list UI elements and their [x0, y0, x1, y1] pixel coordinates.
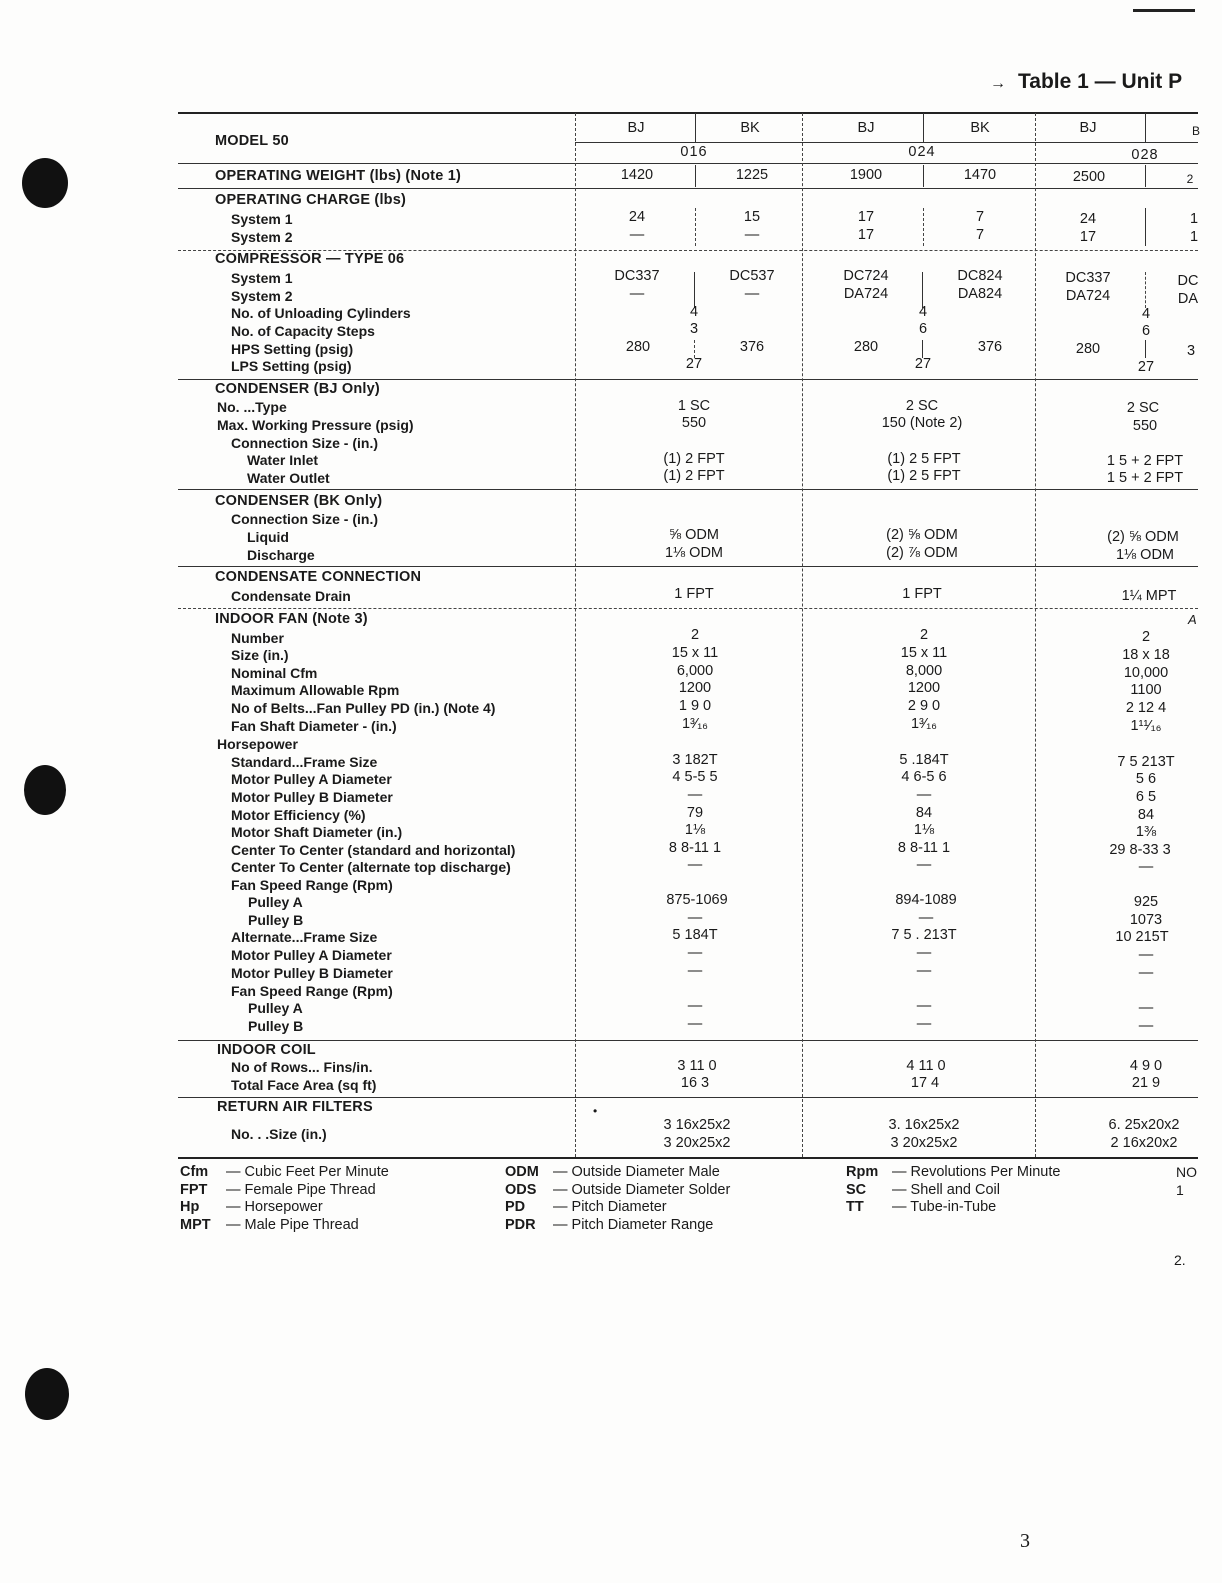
- belts-016: 1 9 0: [678, 698, 712, 714]
- std-frame-016: 3 182T: [672, 752, 718, 768]
- pulley-a-016: 875-1069: [666, 892, 728, 908]
- unloading-024: 4: [918, 304, 928, 320]
- water-out-024: (1) 2 5 FPT: [887, 468, 961, 484]
- water-in-016: (1) 2 FPT: [663, 451, 725, 467]
- efficiency-024: 84: [915, 805, 933, 821]
- belts-024: 2 9 0: [907, 698, 941, 714]
- legend-item: FPT — Female Pipe Thread: [180, 1182, 376, 1198]
- size-024: 15 x 11: [900, 645, 948, 661]
- efficiency-028: 84: [1137, 807, 1155, 823]
- std-frame-label: Standard...Frame Size: [231, 754, 378, 770]
- no-size-label: No. . .Size (in.): [231, 1126, 327, 1142]
- comp-s1-016-bj: DC337: [614, 268, 660, 284]
- water-in-024: (1) 2 5 FPT: [887, 451, 961, 467]
- pulley-b-label: Pulley B: [248, 912, 304, 928]
- comp-divider-024: [922, 272, 923, 308]
- ctc-alt-028: —: [1138, 859, 1154, 875]
- charge-s2-024-bj: 17: [857, 227, 875, 243]
- alt-frame-024: 7 5 . 213T: [891, 927, 957, 943]
- unloading-028: 4: [1141, 306, 1151, 322]
- shaft-016: 1³⁄₁₆: [681, 716, 709, 732]
- no-type-label: No. ...Type: [217, 399, 287, 415]
- hps-label: HPS Setting (psig): [231, 341, 354, 357]
- cfm-024: 8,000: [905, 663, 943, 679]
- alt-pulley-b-dia-024: —: [916, 963, 932, 979]
- filters-heading: RETURN AIR FILTERS: [217, 1099, 373, 1115]
- comp-divider-028: [1145, 272, 1146, 308]
- lps-024: 27: [914, 356, 932, 372]
- charge-s1-028-bj: 24: [1079, 211, 1097, 227]
- comp-divider-016: [694, 272, 695, 308]
- legend-item: TT — Tube-in-Tube: [846, 1199, 997, 1215]
- liquid-024: (2) ⅝ ODM: [886, 527, 958, 543]
- no-type-028: 2 SC: [1126, 400, 1160, 416]
- charge-divider-016: [695, 208, 696, 246]
- max-rpm-016: 1200: [678, 680, 712, 696]
- comp-s1-028-bj: DC337: [1065, 270, 1111, 286]
- rows-fins-016: 3 11 0: [677, 1058, 717, 1074]
- pulley-a-dia-024: 4 6-5 6: [901, 769, 947, 785]
- charge-s2-024-bk: 7: [975, 227, 985, 243]
- comp-system1-label: System 1: [231, 270, 293, 286]
- scan-mark: •: [593, 1104, 598, 1118]
- shaft-028: 1¹¹⁄₁₆: [1130, 718, 1162, 734]
- filters1-024: 3. 16x25x2: [888, 1117, 960, 1133]
- col-divider-024: [1035, 113, 1036, 1157]
- filters1-028: 6. 25x20x2: [1108, 1117, 1180, 1133]
- unloading-label: No. of Unloading Cylinders: [231, 305, 411, 321]
- number-028: 2: [1141, 629, 1151, 645]
- pulley-a-024: 894-1089: [895, 892, 957, 908]
- rule-condensate: [178, 608, 1198, 609]
- comp-s1-024-bj: DC724: [843, 268, 889, 284]
- speed-range-label: Fan Speed Range (Rpm): [231, 877, 393, 893]
- note-2: 2.: [1174, 1252, 1186, 1268]
- no-type-016: 1 SC: [677, 398, 711, 414]
- weight-024-bk: 1470: [963, 167, 997, 183]
- alt-pulley-a-028: —: [1138, 1000, 1154, 1016]
- rule-compressor: [178, 379, 1198, 380]
- col-016-bk: BK: [740, 120, 760, 136]
- pulley-b-016: —: [687, 910, 703, 926]
- weight-028-bk: 2: [1186, 172, 1194, 186]
- water-outlet-label: Water Outlet: [247, 470, 330, 486]
- ctc-std-016: 8 8-11 1: [668, 840, 722, 856]
- capacity-028: 6: [1141, 323, 1151, 339]
- cfm-028: 10,000: [1123, 665, 1169, 681]
- pulley-b-028: 1073: [1129, 912, 1163, 928]
- charge-divider-024: [923, 208, 924, 246]
- capacity-016: 3: [689, 321, 699, 337]
- weight-divider-016: [695, 165, 696, 187]
- conn-size-label: Connection Size - (in.): [231, 435, 378, 451]
- hps-024-bj: 280: [853, 339, 879, 355]
- rule-weight: [178, 188, 1198, 189]
- condensate-heading: CONDENSATE CONNECTION: [215, 569, 422, 585]
- cfm-016: 6,000: [676, 663, 714, 679]
- weight-label: OPERATING WEIGHT (lbs) (Note 1): [215, 168, 461, 184]
- comp-s1-016-bk: DC537: [729, 268, 775, 284]
- table-title-text: Table 1 — Unit P: [1018, 70, 1183, 93]
- charge-s2-028-bk: 1: [1189, 229, 1199, 245]
- size-016: 15 x 11: [671, 645, 719, 661]
- hps-divider-028: [1145, 340, 1146, 358]
- model-label: MODEL 50: [215, 133, 289, 149]
- max-wp-label: Max. Working Pressure (psig): [217, 417, 414, 433]
- charge-s2-016-bj: —: [629, 227, 645, 243]
- note-1: 1: [1176, 1182, 1184, 1198]
- shaft-label: Fan Shaft Diameter - (in.): [231, 718, 397, 734]
- rule-cond-bj: [178, 489, 1198, 490]
- alt-frame-016: 5 184T: [672, 927, 718, 943]
- max-wp-028: 550: [1132, 418, 1158, 434]
- top-rule: [1133, 9, 1195, 12]
- alt-pulley-a-dia-024: —: [916, 945, 932, 961]
- rows-fins-label: No of Rows... Fins/in.: [231, 1059, 373, 1075]
- discharge-016: 1⅛ ODM: [664, 545, 724, 561]
- alt-pulley-a-016: —: [687, 998, 703, 1014]
- max-wp-024: 150 (Note 2): [881, 415, 963, 431]
- hps-028-bk: 3: [1186, 343, 1196, 359]
- col-divider-024-bj: [923, 113, 924, 143]
- col-028-bj: BJ: [1079, 120, 1097, 136]
- punch-hole-bottom: [25, 1368, 69, 1420]
- pulley-a-dia-028: 5 6: [1135, 771, 1157, 787]
- col-divider-label: [575, 113, 576, 1157]
- lps-028: 27: [1137, 359, 1155, 375]
- hps-024-bk: 376: [977, 339, 1003, 355]
- size-016: 016: [680, 144, 708, 160]
- alt-pulley-a-dia-label: Motor Pulley A Diameter: [231, 947, 392, 963]
- discharge-024: (2) ⅞ ODM: [886, 545, 958, 561]
- alt-pulley-a-dia-016: —: [687, 945, 703, 961]
- col-024-bk: BK: [970, 120, 990, 136]
- charge-heading: OPERATING CHARGE (lbs): [215, 192, 407, 208]
- motor-shaft-028: 1⅜: [1135, 824, 1157, 840]
- belts-028: 2 12 4: [1125, 700, 1167, 716]
- filters2-028: 2 16x20x2: [1110, 1135, 1178, 1151]
- legend-item: Rpm — Revolutions Per Minute: [846, 1164, 1061, 1180]
- alt-pulley-b-dia-028: —: [1138, 965, 1154, 981]
- pulley-b-dia-label: Motor Pulley B Diameter: [231, 789, 393, 805]
- efficiency-016: 79: [686, 805, 704, 821]
- weight-divider-028: [1145, 165, 1146, 187]
- stray-mark: A: [1188, 612, 1197, 627]
- ctc-std-label: Center To Center (standard and horizontal): [231, 842, 516, 858]
- filters1-016: 3 16x25x2: [663, 1117, 731, 1133]
- drain-028: 1¼ MPT: [1121, 588, 1177, 604]
- face-area-016: 16 3: [680, 1075, 710, 1091]
- table-title: [990, 70, 1182, 94]
- number-016: 2: [690, 627, 700, 643]
- rule-model: [178, 163, 1198, 164]
- water-out-028: 1 5 + 2 FPT: [1106, 470, 1184, 486]
- cond-bj-heading: CONDENSER (BJ Only): [215, 381, 380, 397]
- legend-item: MPT — Male Pipe Thread: [180, 1217, 359, 1233]
- arrow-icon: →: [990, 75, 1006, 92]
- legend-item: Hp — Horsepower: [180, 1199, 323, 1215]
- compressor-heading: COMPRESSOR — TYPE 06: [215, 251, 405, 267]
- liquid-028: (2) ⅝ ODM: [1107, 529, 1179, 545]
- legend-item: PD — Pitch Diameter: [505, 1199, 667, 1215]
- size-label: Size (in.): [231, 647, 289, 663]
- alt-pulley-b-dia-label: Motor Pulley B Diameter: [231, 965, 393, 981]
- alt-pulley-a-024: —: [916, 998, 932, 1014]
- std-frame-024: 5 .184T: [899, 752, 949, 768]
- face-area-028: 21 9: [1131, 1075, 1161, 1091]
- legend-item: PDR — Pitch Diameter Range: [505, 1217, 714, 1233]
- liquid-016: ⅝ ODM: [669, 527, 719, 543]
- pulley-a-dia-label: Motor Pulley A Diameter: [231, 771, 392, 787]
- alt-pulley-b-024: —: [916, 1016, 932, 1032]
- cfm-label: Nominal Cfm: [231, 665, 318, 681]
- capacity-label: No. of Capacity Steps: [231, 323, 375, 339]
- col-divider-028-bj: [1145, 113, 1146, 143]
- drain-024: 1 FPT: [902, 586, 942, 602]
- col-divider-016-bj: [695, 113, 696, 143]
- discharge-label: Discharge: [247, 547, 315, 563]
- alt-pulley-b-dia-016: —: [687, 963, 703, 979]
- water-out-016: (1) 2 FPT: [663, 468, 725, 484]
- bk-conn-size-label: Connection Size - (in.): [231, 511, 378, 527]
- pulley-a-dia-016: 4 5-5 5: [672, 769, 718, 785]
- col-024-bj: BJ: [857, 120, 875, 136]
- comp-s1-024-bk: DC824: [957, 268, 1003, 284]
- weight-024-bj: 1900: [849, 167, 883, 183]
- comp-s2-028-bk: DA: [1177, 291, 1199, 307]
- punch-hole-top: [22, 158, 68, 208]
- no-type-024: 2 SC: [905, 398, 939, 414]
- rule-top: [178, 112, 1198, 114]
- comp-s1-028-bk: DC: [1177, 273, 1199, 289]
- col-divider-016: [802, 113, 803, 1157]
- size-028: 18 x 18: [1122, 647, 1170, 663]
- water-inlet-label: Water Inlet: [247, 452, 319, 468]
- alt-pulley-b-016: —: [687, 1016, 703, 1032]
- legend-item: ODM — Outside Diameter Male: [505, 1164, 720, 1180]
- belts-label: No of Belts...Fan Pulley PD (in.) (Note 4): [231, 700, 496, 716]
- ctc-alt-label: Center To Center (alternate top discharge): [231, 859, 511, 875]
- motor-shaft-label: Motor Shaft Diameter (in.): [231, 824, 403, 840]
- charge-s1-024-bj: 17: [857, 209, 875, 225]
- rule-coil: [178, 1097, 1198, 1098]
- charge-s1-016-bk: 15: [743, 209, 761, 225]
- hps-016-bj: 280: [625, 339, 651, 355]
- rule-fan: [178, 1040, 1198, 1041]
- liquid-label: Liquid: [247, 529, 289, 545]
- notes-heading: NO: [1176, 1164, 1197, 1180]
- alt-pulley-a-label: Pulley A: [248, 1000, 303, 1016]
- number-024: 2: [919, 627, 929, 643]
- rule-cond-bk: [178, 566, 1198, 567]
- fan-heading: INDOOR FAN (Note 3): [215, 611, 368, 627]
- charge-system2-label: System 2: [231, 229, 293, 245]
- weight-divider-024: [923, 165, 924, 187]
- filters2-024: 3 20x25x2: [890, 1135, 958, 1151]
- weight-028-bj: 2500: [1072, 169, 1106, 185]
- charge-s1-024-bk: 7: [975, 209, 985, 225]
- rule-columns: [575, 142, 1198, 143]
- discharge-028: 1⅛ ODM: [1115, 547, 1175, 563]
- alt-pulley-a-dia-028: —: [1138, 947, 1154, 963]
- legend-item: Cfm — Cubic Feet Per Minute: [180, 1164, 389, 1180]
- water-in-028: 1 5 + 2 FPT: [1106, 453, 1184, 469]
- col-028-bk: B: [1191, 124, 1201, 138]
- max-wp-016: 550: [681, 415, 707, 431]
- ctc-alt-016: —: [687, 857, 703, 873]
- pulley-a-028: 925: [1133, 894, 1159, 910]
- motor-shaft-016: 1⅛: [684, 822, 706, 838]
- pulley-b-dia-016: —: [687, 787, 703, 803]
- max-rpm-024: 1200: [907, 680, 941, 696]
- comp-s2-028-bj: DA724: [1065, 288, 1111, 304]
- std-frame-028: 7 5 213T: [1117, 754, 1175, 770]
- motor-shaft-024: 1⅛: [913, 822, 935, 838]
- size-024: 024: [908, 144, 936, 160]
- ctc-std-028: 29 8-33 3: [1109, 842, 1171, 858]
- efficiency-label: Motor Efficiency (%): [231, 807, 366, 823]
- hps-016-bk: 376: [739, 339, 765, 355]
- rule-bottom: [178, 1157, 1198, 1159]
- face-area-label: Total Face Area (sq ft): [231, 1077, 377, 1093]
- pulley-b-024: —: [918, 910, 934, 926]
- pulley-b-dia-028: 6 5: [1135, 789, 1157, 805]
- col-016-bj: BJ: [627, 120, 645, 136]
- charge-divider-028: [1145, 208, 1146, 246]
- alt-speed-range-label: Fan Speed Range (Rpm): [231, 983, 393, 999]
- comp-system2-label: System 2: [231, 288, 293, 304]
- hps-028-bj: 280: [1075, 341, 1101, 357]
- charge-s2-016-bk: —: [744, 227, 760, 243]
- filters2-016: 3 20x25x2: [663, 1135, 731, 1151]
- weight-016-bk: 1225: [735, 167, 769, 183]
- punch-hole-middle: [24, 765, 66, 815]
- legend-item: ODS — Outside Diameter Solder: [505, 1182, 731, 1198]
- lps-016: 27: [685, 356, 703, 372]
- alt-pulley-b-028: —: [1138, 1018, 1154, 1034]
- comp-s2-016-bk: —: [744, 286, 760, 302]
- comp-s2-024-bk: DA824: [957, 286, 1003, 302]
- coil-heading: INDOOR COIL: [217, 1042, 316, 1058]
- hp-label: Horsepower: [217, 736, 298, 752]
- pulley-b-dia-024: —: [916, 787, 932, 803]
- number-label: Number: [231, 630, 284, 646]
- drain-016: 1 FPT: [674, 586, 714, 602]
- weight-016-bj: 1420: [620, 167, 654, 183]
- rows-fins-028: 4 9 0: [1129, 1058, 1163, 1074]
- lps-label: LPS Setting (psig): [231, 358, 352, 374]
- alt-frame-028: 10 215T: [1115, 929, 1169, 945]
- legend-item: SC — Shell and Coil: [846, 1182, 1000, 1198]
- alt-pulley-b-label: Pulley B: [248, 1018, 304, 1034]
- shaft-024: 1³⁄₁₆: [910, 716, 938, 732]
- size-028: 028: [1131, 147, 1159, 163]
- pulley-a-label: Pulley A: [248, 894, 303, 910]
- charge-s1-016-bj: 24: [628, 209, 646, 225]
- charge-s1-028-bk: 1: [1189, 211, 1199, 227]
- max-rpm-028: 1100: [1130, 682, 1162, 698]
- page-number: 3: [1020, 1530, 1030, 1552]
- cond-bk-heading: CONDENSER (BK Only): [215, 493, 383, 509]
- charge-s2-028-bj: 17: [1079, 229, 1097, 245]
- charge-system1-label: System 1: [231, 211, 293, 227]
- rows-fins-024: 4 11 0: [906, 1058, 946, 1074]
- ctc-alt-024: —: [916, 857, 932, 873]
- drain-label: Condensate Drain: [231, 588, 351, 604]
- capacity-024: 6: [918, 321, 928, 337]
- max-rpm-label: Maximum Allowable Rpm: [231, 682, 400, 698]
- face-area-024: 17 4: [910, 1075, 940, 1091]
- unloading-016: 4: [689, 304, 699, 320]
- alt-frame-label: Alternate...Frame Size: [231, 929, 378, 945]
- comp-s2-024-bj: DA724: [843, 286, 889, 302]
- comp-s2-016-bj: —: [629, 286, 645, 302]
- ctc-std-024: 8 8-11 1: [897, 840, 951, 856]
